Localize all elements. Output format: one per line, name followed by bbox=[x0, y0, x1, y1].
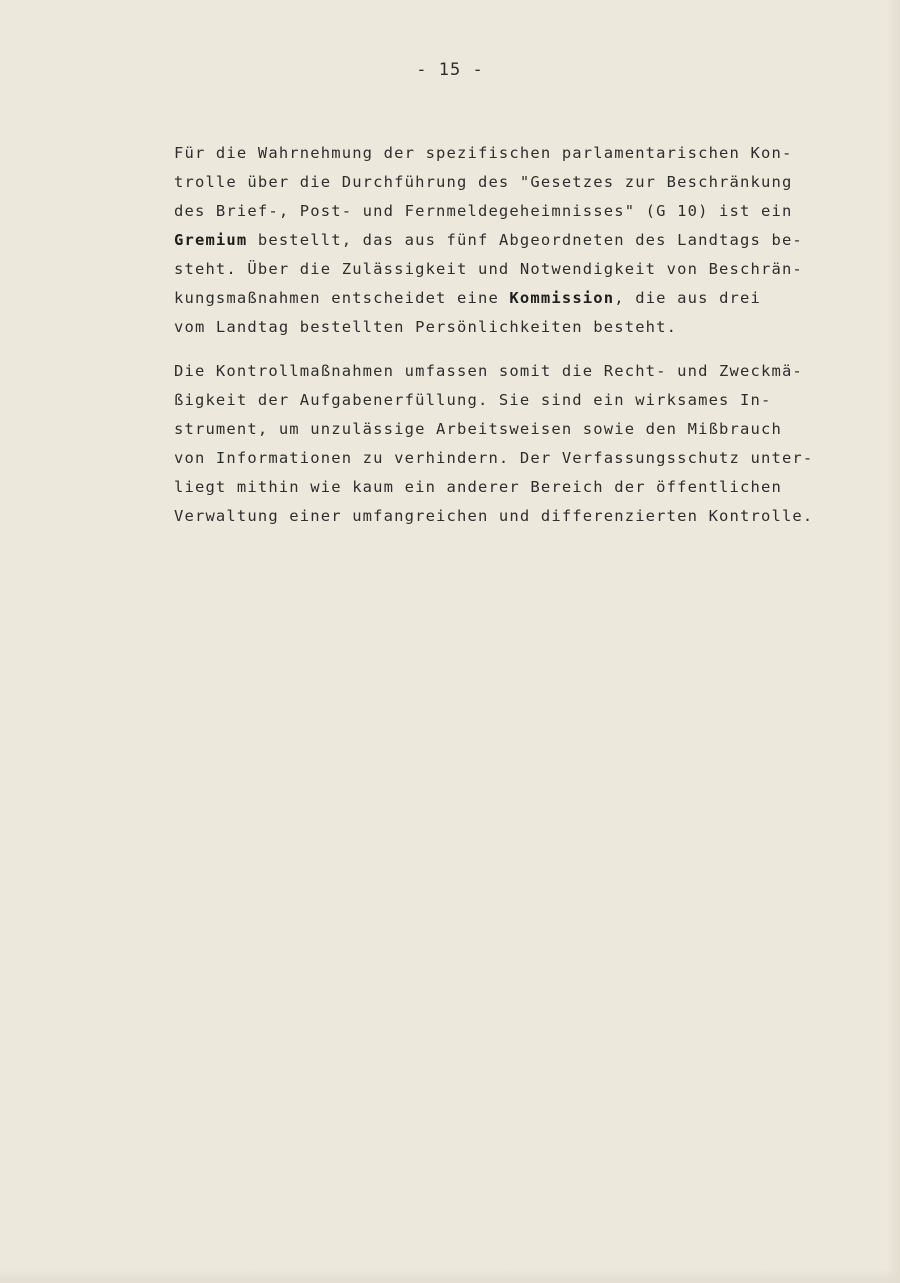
page-number: - 15 - bbox=[416, 60, 484, 80]
text-line: liegt mithin wie kaum ein anderer Bereich der öffentlichen bbox=[174, 478, 782, 496]
text-line bbox=[174, 226, 854, 255]
paragraph-parliamentary-control bbox=[174, 139, 854, 342]
text-segment: kungsmaßnahmen entscheidet eine bbox=[174, 289, 510, 307]
text-line: trolle über die Durchführung des "Gesetzes zur Beschränkung bbox=[174, 173, 793, 191]
paragraph-control-measures bbox=[174, 357, 854, 531]
text-line: des Brief-, Post- und Fernmeldegeheimnisses" (G 10) ist ein bbox=[174, 202, 793, 220]
text-line: Die Kontrollmaßnahmen umfassen somit die Recht- und Zweckmä- bbox=[174, 362, 803, 380]
text-line: steht. Über die Zulässigkeit und Notwendigkeit von Beschrän- bbox=[174, 260, 803, 278]
text-line: Verwaltung einer umfangreichen und differenzierten Kontrolle. bbox=[174, 507, 814, 525]
text-line bbox=[174, 284, 854, 313]
text-line: Für die Wahrnehmung der spezifischen parlamentarischen Kon- bbox=[174, 144, 793, 162]
bold-term-gremium: Gremium bbox=[174, 231, 248, 249]
text-line: vom Landtag bestellten Persönlichkeiten besteht. bbox=[174, 318, 678, 336]
text-line: von Informationen zu verhindern. Der Verfassungsschutz unter- bbox=[174, 449, 814, 467]
page-edge-right bbox=[886, 0, 900, 1283]
page-edge-bottom bbox=[0, 1269, 900, 1283]
bold-term-kommission: Kommission bbox=[509, 289, 615, 307]
text-segment: , die aus drei bbox=[614, 289, 761, 307]
text-segment: bestellt, das aus fünf Abgeordneten des Landtags be- bbox=[247, 231, 803, 249]
text-line: strument, um unzulässige Arbeitsweisen sowie den Mißbrauch bbox=[174, 420, 782, 438]
text-line: ßigkeit der Aufgabenerfüllung. Sie sind ein wirksames In- bbox=[174, 391, 772, 409]
